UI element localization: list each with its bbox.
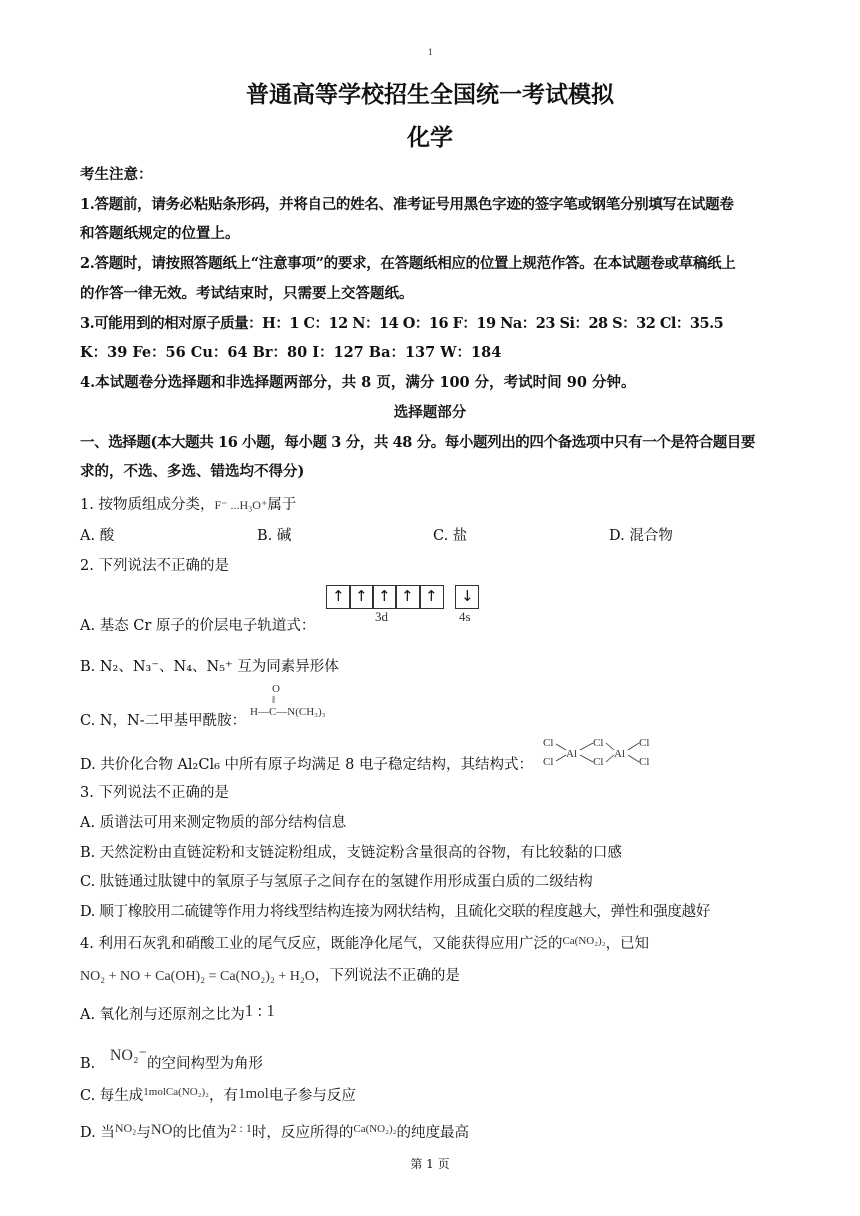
- al2cl6-al-left: Al: [566, 748, 577, 760]
- q3-option-c: C. 肽链通过肽键中的氧原子与氢原子之间存在的氢键作用形成蛋白质的二级结构: [80, 874, 593, 890]
- q1-stem: [80, 493, 296, 514]
- q4-option-c-mol: 1mol: [238, 1086, 269, 1102]
- q4-stem: [80, 932, 649, 953]
- q1-option-a: A. 酸: [80, 528, 115, 544]
- dmf-structure-oxygen: O: [272, 683, 280, 695]
- q2-option-a: A. 基态 Cr 原子的价层电子轨道式：: [80, 618, 316, 634]
- q4-stem-post: ，已知: [605, 936, 650, 952]
- orbital-3d-label: 3d: [375, 609, 388, 624]
- q4-stem-formula: Ca(NO₂)₂: [562, 935, 606, 947]
- notice-item-3-line-1: 3.可能用到的相对原子质量：H：1 C：12 N：14 O：16 F：19 Na：23 Si：28 S：32 Cl：35.5: [80, 315, 724, 332]
- dmf-structure-chain: H—C—N(CH₃)₃: [250, 706, 326, 718]
- header-mark: 1: [428, 48, 434, 57]
- q4-stem-pre: 4. 利用石灰乳和硝酸工业的尾气反应，既能净化尾气，又能获得应用广泛的: [80, 936, 563, 952]
- section-title: 选择题部分: [393, 404, 467, 421]
- q1-option-c: C. 盐: [433, 528, 468, 544]
- notice-item-2-line-1: 2.答题时，请按照答题纸上“注意事项”的要求，在答题纸相应的位置上规范作答。在本试题卷或草稿纸上: [80, 255, 736, 272]
- q4-option-c-mid: ，有: [209, 1088, 239, 1104]
- q4-option-d-mid1: 与: [136, 1125, 151, 1141]
- q4-option-b: [80, 1045, 263, 1073]
- q1-stem-post: 属于: [267, 497, 297, 513]
- q2-option-c: C. N，N-二甲基甲酰胺：: [80, 713, 247, 729]
- al2cl6-cl-bottom-right: Cl: [639, 756, 650, 768]
- q4-option-b-formula: NO₂⁻: [109, 1047, 148, 1064]
- q3-option-b: B. 天然淀粉由直链淀粉和支链淀粉组成，支链淀粉含量很高的谷物，有比较黏的口感: [80, 845, 622, 861]
- part1-instructions-line-1: 一、选择题(本大题共 16 小题，每小题 3 分，共 48 分。每小题列出的四个备选项中只有一个是符合题目要: [80, 434, 755, 451]
- q1-stem-pre: 1. 按物质组成分类，: [80, 497, 215, 513]
- notice-item-2-line-2: 的作答一律无效。考试结束时，只需要上交答题纸。: [80, 285, 414, 302]
- down-arrow-icon: ↓: [461, 587, 474, 605]
- q4-option-d-mid3: 时，反应所得的: [251, 1125, 354, 1141]
- q4-option-d-pre: D. 当: [80, 1125, 115, 1141]
- orbital-4s-box: [455, 585, 479, 609]
- q4-option-d-mid2: 的比值为: [172, 1125, 231, 1141]
- al2cl6-cl-bridge-top: Cl: [593, 737, 604, 749]
- page-footer: 第 1 页: [410, 1157, 450, 1171]
- up-arrow-icon: ↑: [355, 587, 368, 605]
- notice-heading: 考生注意：: [80, 166, 153, 183]
- q3-stem: 3. 下列说法不正确的是: [80, 785, 229, 801]
- q4-option-c-formula: 1molCa(NO₂)₂: [143, 1086, 210, 1098]
- up-arrow-icon: ↑: [401, 587, 414, 605]
- notice-item-4: 4.本试题卷分选择题和非选择题两部分，共 8 页，满分 100 分，考试时间 90 分钟。: [80, 374, 636, 391]
- q4-option-d-no: NO: [150, 1122, 173, 1138]
- q2-option-b: B. N₂、N₃⁻、N₄、N₅⁺ 互为同素异形体: [80, 659, 339, 675]
- dmf-structure-double-bond: ‖: [272, 694, 276, 706]
- q4-option-c: [80, 1084, 356, 1105]
- q4-option-d-ratio: 2 : 1: [230, 1121, 252, 1135]
- q4-option-b-text: 的空间构型为角形: [147, 1056, 264, 1072]
- q4-option-c-pre: C. 每生成: [80, 1088, 144, 1104]
- q4-option-d-no2: NO₂: [114, 1121, 137, 1135]
- q4-equation: NO₂ + NO + Ca(OH)₂ = Ca(NO₂)₂ + H₂O: [80, 969, 315, 984]
- up-arrow-icon: ↑: [378, 587, 391, 605]
- q4-option-d: [80, 1121, 469, 1142]
- al2cl6-cl-top-left: Cl: [543, 737, 554, 749]
- q4-option-a: [80, 1001, 275, 1024]
- notice-item-3-line-2: K：39 Fe：56 Cu：64 Br：80 I：127 Ba：137 W：184: [80, 344, 502, 361]
- q4-option-d-formula: Ca(NO₂)₂: [353, 1123, 397, 1135]
- q4-option-a-text: A. 氧化剂与还原剂之比为: [80, 1007, 245, 1023]
- q1-option-d: D. 混合物: [609, 528, 673, 544]
- q4-equation-post: ，下列说法不正确的是: [314, 968, 460, 984]
- q1-option-b: B. 碱: [257, 528, 292, 544]
- up-arrow-icon: ↑: [425, 587, 438, 605]
- up-arrow-icon: ↑: [332, 587, 345, 605]
- q2-stem: 2. 下列说法不正确的是: [80, 558, 229, 574]
- q4-option-b-label: B.: [80, 1056, 96, 1072]
- q4-option-a-ratio: 1 : 1: [244, 1001, 275, 1020]
- al2cl6-structure: [540, 734, 660, 770]
- q4-option-c-post: 电子参与反应: [268, 1088, 356, 1104]
- q4-equation-line: [80, 964, 460, 985]
- part1-instructions-line-2: 求的，不选、多选、错选均不得分): [80, 463, 305, 480]
- subject-title: 化学: [407, 125, 453, 151]
- q3-option-d: D. 顺丁橡胶用二硫键等作用力将线型结构连接为网状结构，且硫化交联的程度越大，弹性和强度越好: [80, 904, 711, 920]
- al2cl6-al-right: Al: [614, 748, 625, 760]
- notice-item-1-line-1: 1.答题前，请务必粘贴条形码，并将自己的姓名、准考证号用黑色字迹的签字笔或钢笔分别填写在试题卷: [80, 196, 734, 213]
- q1-formula: F⁻ ...H₃O⁺: [214, 498, 268, 512]
- orbital-4s-label: 4s: [459, 609, 471, 624]
- q3-option-a: A. 质谱法可用来测定物质的部分结构信息: [80, 815, 347, 831]
- orbital-3d-box: [326, 585, 444, 609]
- al2cl6-cl-top-right: Cl: [639, 737, 650, 749]
- notice-item-1-line-2: 和答题纸规定的位置上。: [80, 225, 240, 242]
- q4-option-d-post: 的纯度最高: [396, 1125, 469, 1141]
- al2cl6-cl-bottom-left: Cl: [543, 756, 554, 768]
- q2-option-d: D. 共价化合物 Al₂Cl₆ 中所有原子均满足 8 电子稳定结构，其结构式：: [80, 757, 533, 773]
- exam-title: 普通高等学校招生全国统一考试模拟: [246, 82, 614, 108]
- al2cl6-cl-bridge-bottom: Cl: [593, 756, 604, 768]
